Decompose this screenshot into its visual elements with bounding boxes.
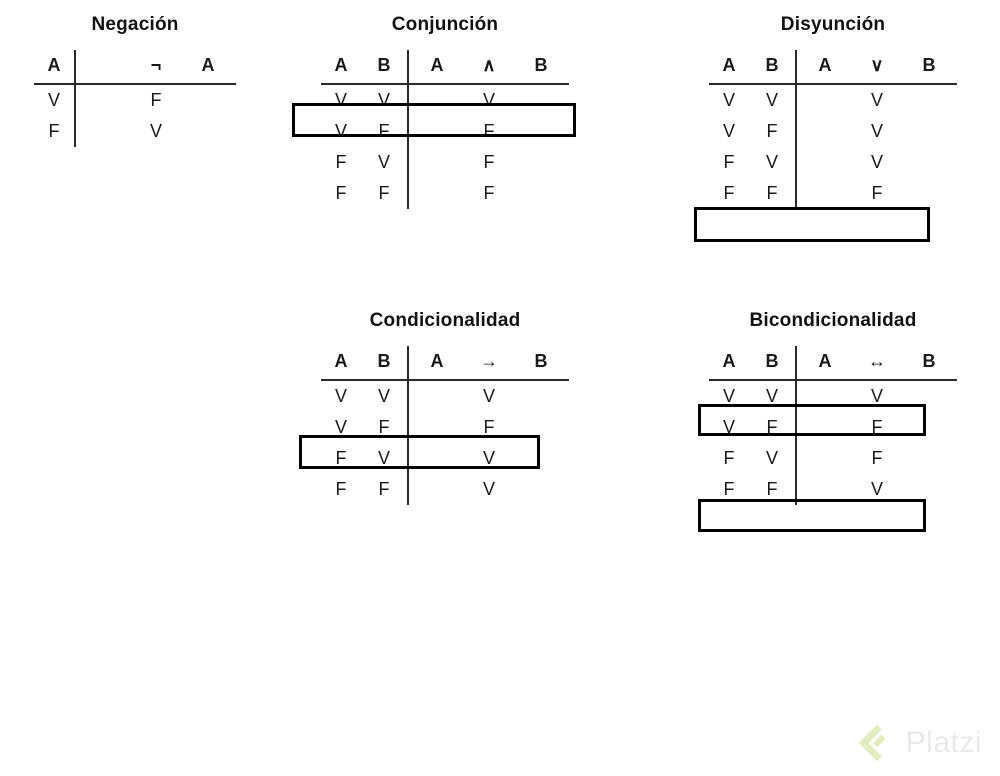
cell-b: V (749, 380, 796, 412)
table-row (321, 412, 569, 443)
cell-b: V (749, 443, 796, 474)
cell-b: V (361, 147, 408, 178)
highlight-box-disyuncion-row4 (694, 207, 930, 242)
header-a: A (321, 346, 361, 380)
header-a: A (321, 50, 361, 84)
table-row (709, 84, 957, 116)
cell-a: V (334, 417, 347, 437)
table-header-row (321, 346, 569, 380)
cell-a: F (335, 183, 347, 203)
truth-table-bicondicionalidad (688, 310, 978, 505)
cell-result: F (871, 448, 883, 468)
cell-b: F (749, 116, 796, 147)
truth-table-conjuncion (300, 14, 590, 209)
truth-table-negacion (20, 14, 250, 147)
cell-result: V (870, 152, 883, 172)
table-row (321, 178, 569, 209)
platzi-logo-icon (858, 724, 896, 762)
table-row (321, 116, 569, 147)
cell-a: V (722, 121, 735, 141)
table-bicondicionalidad (709, 346, 957, 505)
header-operator: ↔ (853, 346, 901, 380)
cell-b: F (361, 178, 408, 209)
header-res-a: A (408, 50, 465, 84)
table-title-condicionalidad: Condicionalidad (369, 310, 521, 331)
table-header-row (34, 50, 236, 84)
header-a: A (709, 346, 749, 380)
table-condicionalidad (321, 346, 569, 505)
cell-b: F (749, 474, 796, 505)
table-row (709, 147, 957, 178)
header-a: A (709, 50, 749, 84)
header-res-a: A (408, 346, 465, 380)
header-res-a (75, 50, 132, 84)
cell-b: V (361, 443, 408, 474)
watermark (858, 724, 982, 762)
table-row (321, 443, 569, 474)
table-row (709, 474, 957, 505)
cell-result: V (482, 448, 495, 468)
cell-result: F (483, 183, 495, 203)
header-res-a: A (796, 346, 853, 380)
table-negacion (34, 50, 236, 147)
header-res-b: A (180, 50, 236, 84)
cell-result: F (483, 152, 495, 172)
header-res-b: B (513, 346, 569, 380)
table-row (709, 380, 957, 412)
cell-a: F (723, 152, 735, 172)
cell-result: V (149, 121, 162, 141)
table-row (709, 116, 957, 147)
cell-a: F (335, 448, 347, 468)
header-b: B (749, 346, 796, 380)
truth-table-condicionalidad (300, 310, 590, 505)
cell-a: F (723, 183, 735, 203)
table-header-row (321, 50, 569, 84)
cell-result: F (871, 417, 883, 437)
header-res-b: B (513, 50, 569, 84)
cell-a: V (334, 121, 347, 141)
cell-b: V (749, 84, 796, 116)
cell-b: V (749, 147, 796, 178)
cell-result: V (870, 90, 883, 110)
table-row (709, 178, 957, 209)
cell-b: F (749, 178, 796, 209)
cell-result: F (150, 90, 162, 110)
cell-b: V (361, 84, 408, 116)
cell-result: V (870, 386, 883, 406)
header-b: B (361, 346, 408, 380)
table-disyuncion (709, 50, 957, 209)
cell-result: V (482, 90, 495, 110)
cell-a: F (335, 152, 347, 172)
header-res-a: A (796, 50, 853, 84)
cell-a: F (34, 116, 75, 147)
table-header-row (709, 346, 957, 380)
header-operator: ¬ (132, 50, 180, 84)
table-row (321, 84, 569, 116)
cell-b: F (361, 474, 408, 505)
cell-a: F (723, 448, 735, 468)
cell-result: V (870, 121, 883, 141)
watermark-text: Platzi (905, 726, 982, 759)
table-row (34, 116, 236, 147)
table-row (321, 147, 569, 178)
cell-result: V (870, 479, 883, 499)
cell-a: V (722, 90, 735, 110)
table-row (34, 84, 236, 116)
cell-a: V (722, 417, 735, 437)
table-title-negacion: Negación (91, 14, 179, 35)
cell-a: V (334, 90, 347, 110)
table-header-row (709, 50, 957, 84)
header-operator: ∨ (853, 50, 901, 84)
cell-b: F (361, 412, 408, 443)
cell-a: F (723, 479, 735, 499)
table-title-disyuncion: Disyunción (780, 14, 886, 35)
cell-result: F (871, 183, 883, 203)
cell-result: F (483, 121, 495, 141)
table-conjuncion (321, 50, 569, 209)
table-row (321, 380, 569, 412)
header-operator: ∧ (465, 50, 513, 84)
cell-a: V (34, 84, 75, 116)
truth-table-disyuncion (688, 14, 978, 209)
table-title-conjuncion: Conjunción (391, 14, 499, 35)
header-b: B (361, 50, 408, 84)
header-operator: → (465, 346, 513, 380)
cell-a: V (722, 386, 735, 406)
cell-result: F (483, 417, 495, 437)
header-a: A (34, 50, 75, 84)
table-row (709, 412, 957, 443)
cell-b: F (361, 116, 408, 147)
header-b: B (749, 50, 796, 84)
cell-a: V (334, 386, 347, 406)
cell-result: V (482, 479, 495, 499)
cell-a: F (335, 479, 347, 499)
table-row (709, 443, 957, 474)
cell-b: V (361, 380, 408, 412)
cell-b: F (749, 412, 796, 443)
cell-result: V (482, 386, 495, 406)
header-res-b: B (901, 50, 957, 84)
header-res-b: B (901, 346, 957, 380)
table-row (321, 474, 569, 505)
table-title-bicondicionalidad: Bicondicionalidad (749, 310, 917, 331)
